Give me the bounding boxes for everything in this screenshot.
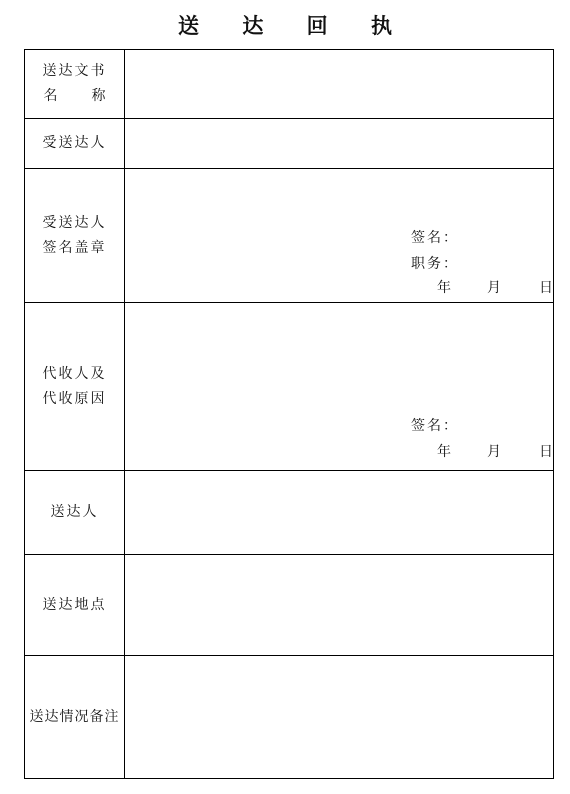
label-recipient-sign (25, 169, 125, 302)
label-place: 送达地点 (25, 555, 125, 655)
label-proxy (25, 303, 125, 470)
label-recipient: 受送达人 (25, 119, 125, 168)
label-proxy-line1: 代收人及 (42, 365, 107, 382)
row-recipient-sign (25, 168, 553, 302)
label-doc-name-char-a: 名 (43, 88, 58, 104)
title-label: 职务： (411, 256, 459, 272)
label-recipient-sign-line2: 签名盖章 (42, 239, 107, 256)
remarks-field[interactable] (125, 656, 553, 779)
recipient-field[interactable] (125, 119, 553, 168)
row-server (25, 470, 553, 554)
row-place (25, 554, 553, 655)
row-remarks (25, 655, 553, 779)
place-field[interactable] (125, 555, 553, 655)
row-doc-name (25, 50, 553, 118)
label-proxy-line2: 代收原因 (42, 390, 107, 407)
sign-label: 签名： (411, 230, 459, 246)
doc-name-field[interactable] (125, 50, 553, 118)
label-server: 送达人 (25, 471, 125, 554)
date-month: 月 (487, 280, 501, 296)
proxy-date-day: 日 (539, 444, 553, 460)
date-day: 日 (539, 280, 553, 296)
row-proxy (25, 302, 553, 470)
date-year: 年 (437, 280, 451, 296)
proxy-sign-label: 签名： (411, 418, 459, 434)
label-remarks: 送达情况备注 (25, 656, 125, 779)
server-field[interactable] (125, 471, 553, 554)
proxy-date-year: 年 (437, 444, 451, 460)
recipient-sign-area[interactable] (125, 169, 553, 302)
proxy-date-month: 月 (487, 444, 501, 460)
label-recipient-sign-line1: 受送达人 (42, 214, 107, 231)
receipt-form-table (24, 49, 554, 779)
label-doc-name-line2 (44, 84, 106, 109)
proxy-area[interactable] (125, 303, 553, 470)
row-recipient (25, 118, 553, 168)
label-doc-name (25, 50, 125, 118)
label-doc-name-line1: 送达文书 (42, 63, 107, 79)
page-title: 送 达 回 执 (178, 13, 410, 38)
label-doc-name-char-b: 称 (91, 88, 106, 104)
